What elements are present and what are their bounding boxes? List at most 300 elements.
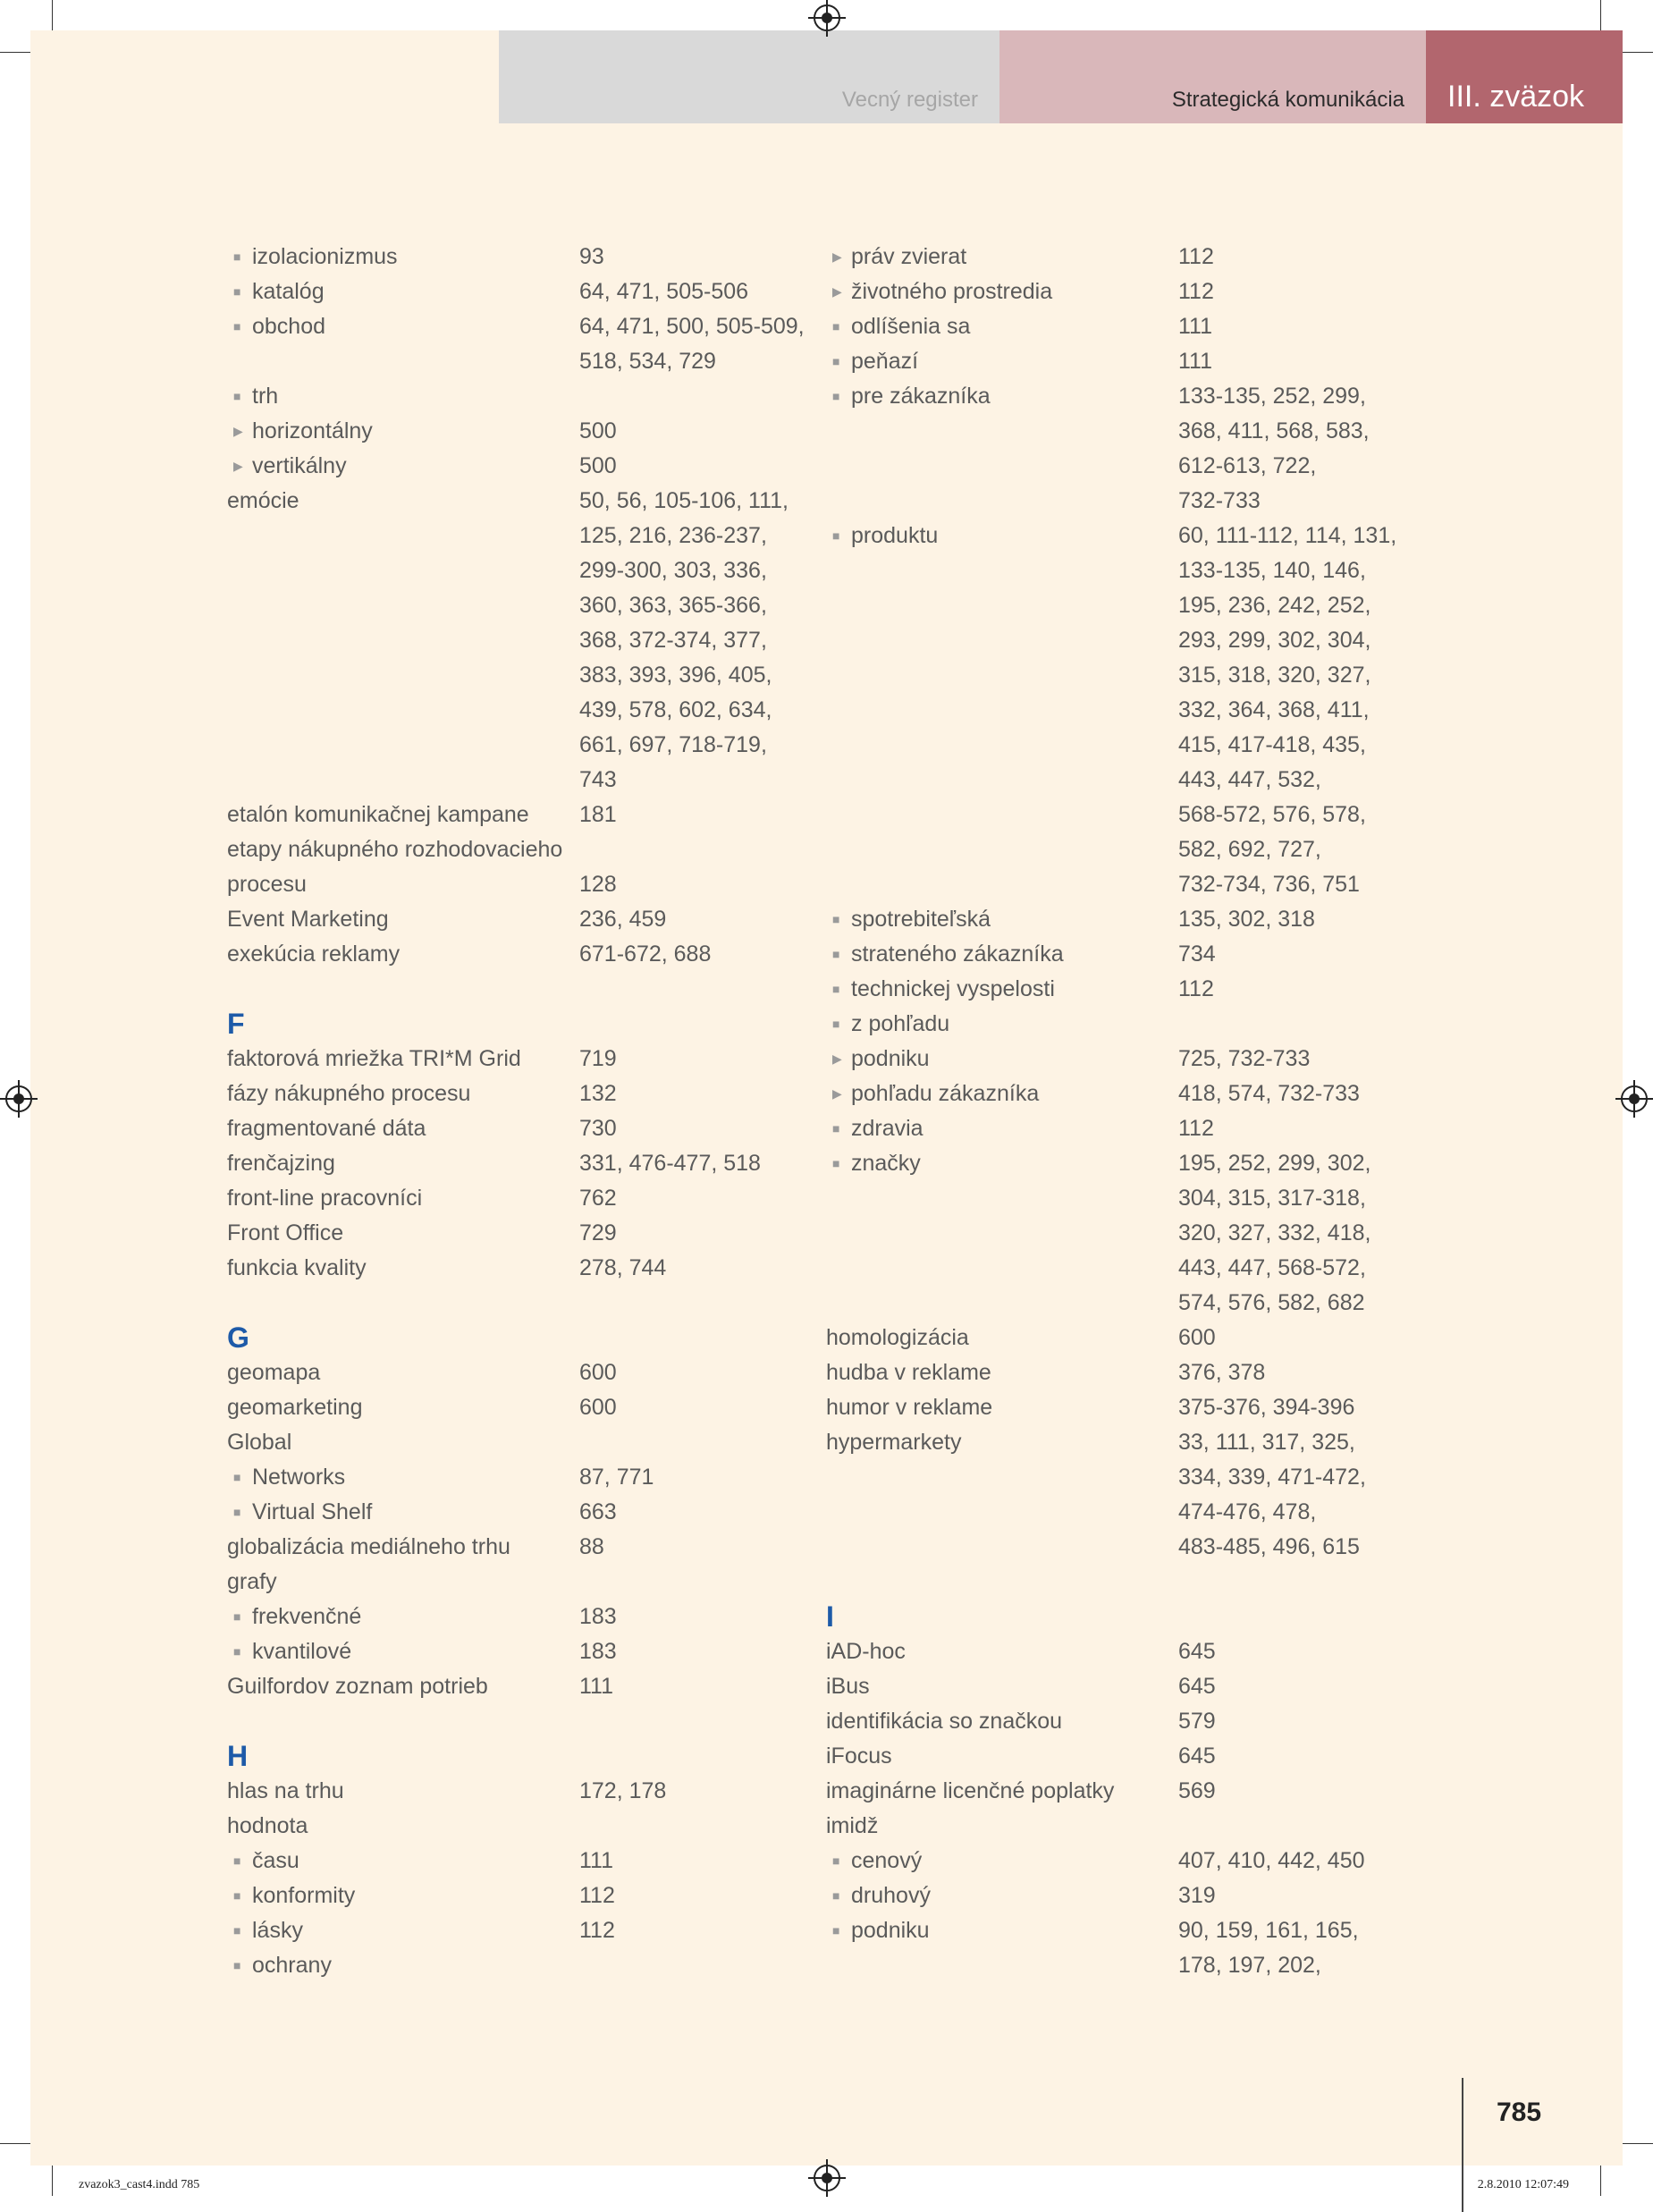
- page-number: 785: [1497, 2098, 1542, 2127]
- index-entry: [826, 623, 1434, 658]
- index-entry: [227, 658, 835, 693]
- index-entry: [826, 1007, 1434, 1042]
- index-page-refs: 612-613, 722,: [1178, 453, 1317, 478]
- square-bullet-icon: ■: [233, 1888, 241, 1903]
- section-gap: [227, 972, 835, 1007]
- index-page-refs: 320, 327, 332, 418,: [1178, 1220, 1371, 1245]
- index-term: imidž: [826, 1813, 879, 1838]
- index-page-refs: 645: [1178, 1639, 1216, 1664]
- index-page-refs: 112: [579, 1918, 615, 1943]
- index-entry: [227, 484, 835, 519]
- index-letter: I: [826, 1600, 834, 1633]
- index-page-refs: 474-476, 478,: [1178, 1499, 1317, 1524]
- index-page-refs: 236, 459: [579, 907, 667, 932]
- index-term: pre zákazníka: [851, 384, 991, 409]
- index-term: exekúcia reklamy: [227, 941, 401, 967]
- index-term: peňazí: [851, 349, 919, 374]
- index-term: etapy nákupného rozhodovacieho: [227, 837, 563, 862]
- index-entry: [826, 1809, 1434, 1844]
- index-page-refs: 600: [1178, 1325, 1216, 1350]
- index-letter-heading: [826, 1600, 1434, 1634]
- square-bullet-icon: ■: [233, 1505, 241, 1519]
- index-term: emócie: [227, 488, 299, 513]
- index-entry: [227, 1425, 835, 1460]
- square-bullet-icon: ■: [832, 319, 840, 333]
- index-entry: [227, 240, 835, 274]
- crop-mark: [52, 0, 53, 32]
- index-term: odlíšenia sa: [851, 314, 971, 339]
- index-term: homologizácia: [826, 1325, 969, 1350]
- index-entry: [826, 1076, 1434, 1111]
- index-entry: [826, 1111, 1434, 1146]
- index-entry: [826, 937, 1434, 972]
- index-page-refs: 568-572, 576, 578,: [1178, 802, 1366, 827]
- index-page-refs: 183: [579, 1639, 617, 1664]
- index-entry: [227, 1600, 835, 1634]
- registration-mark-icon: [814, 2165, 840, 2191]
- index-page-refs: 368, 411, 568, 583,: [1178, 418, 1370, 443]
- index-page-refs: 293, 299, 302, 304,: [1178, 628, 1371, 653]
- index-page-refs: 439, 578, 602, 634,: [579, 697, 772, 722]
- index-entry: [227, 1774, 835, 1809]
- index-entry: [227, 414, 835, 449]
- index-entry: [826, 1634, 1434, 1669]
- index-term: práv zvierat: [851, 244, 967, 269]
- index-page-refs: 60, 111-112, 114, 131,: [1178, 523, 1397, 548]
- index-term: imaginárne licenčné poplatky: [826, 1778, 1115, 1803]
- index-entry: [227, 519, 835, 553]
- index-page-refs: 375-376, 394-396: [1178, 1395, 1355, 1420]
- index-page-refs: 600: [579, 1395, 617, 1420]
- index-entry: [227, 449, 835, 484]
- square-bullet-icon: ■: [233, 1609, 241, 1624]
- registration-mark-icon: [1621, 1085, 1648, 1112]
- index-entry: [826, 1425, 1434, 1460]
- index-page-refs: 645: [1178, 1743, 1216, 1769]
- index-entry: [826, 728, 1434, 763]
- square-bullet-icon: ■: [233, 284, 241, 299]
- index-page-refs: 383, 393, 396, 405,: [579, 663, 772, 688]
- index-page-refs: 88: [579, 1534, 604, 1559]
- index-term: spotrebiteľská: [851, 907, 991, 932]
- index-column-right: [826, 240, 1434, 1983]
- index-page-refs: 332, 364, 368, 411,: [1178, 697, 1370, 722]
- index-page-refs: 443, 447, 532,: [1178, 767, 1321, 792]
- index-entry: [826, 484, 1434, 519]
- index-entry: [826, 798, 1434, 832]
- index-term: trh: [252, 384, 279, 409]
- index-page-refs: 368, 372-374, 377,: [579, 628, 767, 653]
- header-volume-band: [1426, 30, 1623, 123]
- square-bullet-icon: ■: [832, 1017, 840, 1031]
- index-entry: [826, 1739, 1434, 1774]
- index-page-refs: 111: [1178, 314, 1213, 339]
- square-bullet-icon: ■: [233, 1470, 241, 1484]
- square-bullet-icon: ■: [233, 1958, 241, 1972]
- index-entry: [826, 1913, 1434, 1948]
- index-entry: [227, 1146, 835, 1181]
- header-section-band: [499, 30, 999, 123]
- crop-mark: [0, 2143, 32, 2144]
- index-page-refs: 569: [1178, 1778, 1216, 1803]
- index-term: fragmentované dáta: [227, 1116, 426, 1141]
- registration-mark-icon: [814, 4, 840, 31]
- index-term: Virtual Shelf: [252, 1499, 373, 1524]
- index-page-refs: 732-734, 736, 751: [1178, 872, 1360, 897]
- index-term: hodnota: [227, 1813, 308, 1838]
- index-page-refs: 125, 216, 236-237,: [579, 523, 767, 548]
- index-term: etalón komunikačnej kampane: [227, 802, 529, 827]
- index-term: geomapa: [227, 1360, 321, 1385]
- index-term: hypermarkety: [826, 1430, 962, 1455]
- index-page-refs: 112: [1178, 1116, 1214, 1141]
- index-page-refs: 64, 471, 505-506: [579, 279, 749, 304]
- crop-mark: [1600, 0, 1601, 32]
- index-page-refs: 730: [579, 1116, 617, 1141]
- index-entry: [826, 1495, 1434, 1530]
- index-entry: [227, 867, 835, 902]
- index-term: Global: [227, 1430, 292, 1455]
- index-term: ochrany: [252, 1953, 332, 1978]
- index-term: produktu: [851, 523, 939, 548]
- crop-mark: [1600, 2164, 1601, 2196]
- square-bullet-icon: ■: [832, 1121, 840, 1136]
- index-entry: [826, 972, 1434, 1007]
- index-page-refs: 719: [579, 1046, 617, 1071]
- square-bullet-icon: ■: [832, 354, 840, 368]
- index-page-refs: 360, 363, 365-366,: [579, 593, 767, 618]
- index-letter-heading: [227, 1321, 835, 1355]
- index-page-refs: 645: [1178, 1674, 1216, 1699]
- index-entry: [227, 1634, 835, 1669]
- square-bullet-icon: ■: [233, 249, 241, 264]
- index-entry: [826, 1948, 1434, 1983]
- index-page-refs: 132: [579, 1081, 617, 1106]
- index-term: globalizácia mediálneho trhu: [227, 1534, 510, 1559]
- index-entry: [227, 1216, 835, 1251]
- index-page-refs: 90, 159, 161, 165,: [1178, 1918, 1359, 1943]
- index-column-left: [227, 240, 835, 1983]
- index-page-refs: 64, 471, 500, 505-509,: [579, 314, 805, 339]
- registration-mark-icon: [5, 1085, 32, 1112]
- index-page-refs: 334, 339, 471-472,: [1178, 1465, 1366, 1490]
- index-page-refs: 574, 576, 582, 682: [1178, 1290, 1365, 1315]
- triangle-bullet-icon: ▶: [233, 459, 243, 473]
- index-term: iAD-hoc: [826, 1639, 906, 1664]
- index-page-refs: 112: [1178, 976, 1214, 1001]
- index-page-refs: 743: [579, 767, 617, 792]
- index-page-refs: 483-485, 496, 615: [1178, 1534, 1360, 1559]
- index-page-refs: 415, 417-418, 435,: [1178, 732, 1366, 757]
- index-term: životného prostredia: [851, 279, 1053, 304]
- index-entry: [227, 309, 835, 344]
- index-term: strateného zákazníka: [851, 941, 1064, 967]
- index-entry: [826, 449, 1434, 484]
- index-page-refs: 93: [579, 244, 604, 269]
- index-term: času: [252, 1848, 299, 1873]
- index-page-refs: 319: [1178, 1883, 1216, 1908]
- index-entry: [227, 588, 835, 623]
- index-term: značky: [851, 1151, 921, 1176]
- index-page-refs: 376, 378: [1178, 1360, 1266, 1385]
- index-entry: [826, 414, 1434, 449]
- index-entry: [227, 763, 835, 798]
- index-entry: [227, 1948, 835, 1983]
- index-term: Guilfordov zoznam potrieb: [227, 1674, 488, 1699]
- index-entry: [826, 1390, 1434, 1425]
- index-entry: [227, 1181, 835, 1216]
- index-letter: F: [227, 1008, 245, 1040]
- index-entry: [227, 1111, 835, 1146]
- index-entry: [826, 1530, 1434, 1565]
- index-page-refs: 133-135, 140, 146,: [1178, 558, 1366, 583]
- index-page-refs: 304, 315, 317-318,: [1178, 1186, 1366, 1211]
- index-page-refs: 443, 447, 568-572,: [1178, 1255, 1366, 1280]
- index-entry: [826, 1181, 1434, 1216]
- index-entry: [227, 274, 835, 309]
- section-gap: [227, 1704, 835, 1739]
- index-page-refs: 500: [579, 418, 617, 443]
- index-entry: [227, 937, 835, 972]
- header-title: Strategická komunikácia: [1171, 88, 1404, 112]
- index-term: frekvenčné: [252, 1604, 362, 1629]
- index-page-refs: 732-733: [1178, 488, 1261, 513]
- index-page-refs: 33, 111, 317, 325,: [1178, 1430, 1355, 1455]
- index-page-refs: 178, 197, 202,: [1178, 1953, 1321, 1978]
- square-bullet-icon: ■: [832, 1923, 840, 1938]
- index-term: Front Office: [227, 1220, 344, 1245]
- square-bullet-icon: ■: [233, 1923, 241, 1938]
- index-term: lásky: [252, 1918, 303, 1943]
- index-term: zdravia: [851, 1116, 923, 1141]
- index-page-refs: 762: [579, 1186, 617, 1211]
- index-term: z pohľadu: [851, 1011, 950, 1036]
- index-term: izolacionizmus: [252, 244, 398, 269]
- index-entry: [826, 519, 1434, 553]
- index-page-refs: 135, 302, 318: [1178, 907, 1315, 932]
- index-entry: [227, 1042, 835, 1076]
- index-term: faktorová mriežka TRI*M Grid: [227, 1046, 521, 1071]
- index-entry: [826, 1042, 1434, 1076]
- index-term: kvantilové: [252, 1639, 352, 1664]
- section-gap: [227, 1286, 835, 1321]
- index-term: cenový: [851, 1848, 923, 1873]
- index-page-refs: 181: [579, 802, 617, 827]
- index-page-refs: 112: [579, 1883, 615, 1908]
- square-bullet-icon: ■: [233, 1644, 241, 1659]
- index-term: front-line pracovníci: [227, 1186, 423, 1211]
- square-bullet-icon: ■: [832, 1853, 840, 1868]
- index-page-refs: 579: [1178, 1709, 1216, 1734]
- index-term: fázy nákupného procesu: [227, 1081, 471, 1106]
- index-entry: [227, 1355, 835, 1390]
- index-term: hlas na trhu: [227, 1778, 344, 1803]
- index-page-refs: 133-135, 252, 299,: [1178, 384, 1366, 409]
- index-entry: [826, 1216, 1434, 1251]
- index-entry: [826, 309, 1434, 344]
- index-page-refs: 418, 574, 732-733: [1178, 1081, 1360, 1106]
- index-entry: [227, 728, 835, 763]
- index-page-refs: 725, 732-733: [1178, 1046, 1311, 1071]
- index-entry: [227, 1530, 835, 1565]
- index-page-refs: 128: [579, 872, 617, 897]
- index-term: druhový: [851, 1883, 931, 1908]
- index-page-refs: 183: [579, 1604, 617, 1629]
- index-entry: [826, 1321, 1434, 1355]
- index-page-refs: 661, 697, 718-719,: [579, 732, 767, 757]
- index-page-refs: 600: [579, 1360, 617, 1385]
- index-page-refs: 111: [579, 1674, 614, 1699]
- header-section-label: Vecný register: [841, 88, 978, 112]
- index-entry: [826, 240, 1434, 274]
- triangle-bullet-icon: ▶: [832, 1086, 842, 1101]
- index-entry: [826, 1460, 1434, 1495]
- index-entry: [227, 1879, 835, 1913]
- index-term: katalóg: [252, 279, 325, 304]
- index-entry: [826, 1774, 1434, 1809]
- index-term: konformity: [252, 1883, 356, 1908]
- index-letter-heading: [227, 1739, 835, 1774]
- index-page-refs: 671-672, 688: [579, 941, 712, 967]
- index-entry: [826, 274, 1434, 309]
- index-page-refs: 331, 476-477, 518: [579, 1151, 761, 1176]
- square-bullet-icon: ■: [832, 1156, 840, 1170]
- index-term: podniku: [851, 1046, 930, 1071]
- index-page-refs: 112: [1178, 279, 1214, 304]
- index-letter: G: [227, 1321, 249, 1354]
- crop-mark: [52, 2164, 53, 2196]
- index-page-refs: 582, 692, 727,: [1178, 837, 1321, 862]
- section-gap: [826, 1565, 1434, 1600]
- index-entry: [227, 1460, 835, 1495]
- slug-date: 2.8.2010 12:07:49: [1477, 2178, 1569, 2191]
- index-term: identifikácia so značkou: [826, 1709, 1063, 1734]
- index-term: procesu: [227, 872, 307, 897]
- index-entry: [826, 1251, 1434, 1286]
- slug-file: zvazok3_cast4.indd 785: [79, 2178, 200, 2191]
- index-term: funkcia kvality: [227, 1255, 367, 1280]
- index-page-refs: 315, 318, 320, 327,: [1178, 663, 1371, 688]
- index-page-refs: 407, 410, 442, 450: [1178, 1848, 1365, 1873]
- footer-divider: [1462, 2078, 1463, 2212]
- square-bullet-icon: ■: [832, 389, 840, 403]
- index-page-refs: 734: [1178, 941, 1216, 967]
- index-term: Event Marketing: [227, 907, 389, 932]
- triangle-bullet-icon: ▶: [832, 284, 842, 299]
- index-entry: [826, 344, 1434, 379]
- index-term: obchod: [252, 314, 326, 339]
- index-entry: [826, 553, 1434, 588]
- index-entry: [227, 1565, 835, 1600]
- index-term: frenčajzing: [227, 1151, 335, 1176]
- triangle-bullet-icon: ▶: [233, 424, 243, 438]
- index-page-refs: 195, 252, 299, 302,: [1178, 1151, 1371, 1176]
- square-bullet-icon: ■: [832, 1888, 840, 1903]
- index-entry: [826, 588, 1434, 623]
- index-term: horizontálny: [252, 418, 373, 443]
- index-page-refs: 278, 744: [579, 1255, 667, 1280]
- index-entry: [826, 1286, 1434, 1321]
- index-term: humor v reklame: [826, 1395, 993, 1420]
- index-term: hudba v reklame: [826, 1360, 991, 1385]
- index-entry: [227, 1495, 835, 1530]
- index-entry: [826, 379, 1434, 414]
- index-page-refs: 299-300, 303, 336,: [579, 558, 767, 583]
- header-volume: III. zväzok: [1447, 80, 1585, 114]
- index-entry: [826, 902, 1434, 937]
- square-bullet-icon: ■: [233, 319, 241, 333]
- index-term: grafy: [227, 1569, 277, 1594]
- index-entry: [227, 1844, 835, 1879]
- index-entry: [227, 1809, 835, 1844]
- index-entry: [227, 1076, 835, 1111]
- index-entry: [826, 832, 1434, 867]
- crop-mark: [0, 52, 32, 53]
- square-bullet-icon: ■: [233, 1853, 241, 1868]
- index-page-refs: 111: [1178, 349, 1213, 374]
- header-title-band: [999, 30, 1426, 123]
- index-entry: [227, 1913, 835, 1948]
- index-term: Networks: [252, 1465, 346, 1490]
- square-bullet-icon: ■: [832, 947, 840, 961]
- index-entry: [227, 1390, 835, 1425]
- index-entry: [227, 798, 835, 832]
- index-entry: [826, 693, 1434, 728]
- square-bullet-icon: ■: [832, 982, 840, 996]
- index-page-refs: 195, 236, 242, 252,: [1178, 593, 1371, 618]
- index-entry: [826, 1844, 1434, 1879]
- index-term: podniku: [851, 1918, 930, 1943]
- index-page-refs: 729: [579, 1220, 617, 1245]
- triangle-bullet-icon: ▶: [832, 249, 842, 264]
- index-page-refs: 518, 534, 729: [579, 349, 716, 374]
- index-entry: [826, 1355, 1434, 1390]
- index-page-refs: 172, 178: [579, 1778, 667, 1803]
- index-letter: H: [227, 1740, 249, 1772]
- index-entry: [227, 1251, 835, 1286]
- index-entry: [227, 832, 835, 867]
- index-entry: [227, 379, 835, 414]
- index-entry: [227, 1669, 835, 1704]
- index-entry: [826, 763, 1434, 798]
- square-bullet-icon: ■: [832, 912, 840, 926]
- index-term: vertikálny: [252, 453, 347, 478]
- index-term: geomarketing: [227, 1395, 363, 1420]
- index-page-refs: 50, 56, 105-106, 111,: [579, 488, 789, 513]
- index-entry: [826, 1879, 1434, 1913]
- index-term: pohľadu zákazníka: [851, 1081, 1040, 1106]
- square-bullet-icon: ■: [832, 528, 840, 543]
- index-term: technickej vyspelosti: [851, 976, 1055, 1001]
- crop-mark: [1621, 52, 1653, 53]
- index-entry: [227, 344, 835, 379]
- index-page-refs: 111: [579, 1848, 614, 1873]
- square-bullet-icon: ■: [233, 389, 241, 403]
- triangle-bullet-icon: ▶: [832, 1051, 842, 1066]
- index-term: iBus: [826, 1674, 870, 1699]
- index-term: iFocus: [826, 1743, 892, 1769]
- index-entry: [227, 623, 835, 658]
- index-entry: [227, 902, 835, 937]
- index-entry: [826, 658, 1434, 693]
- index-page-refs: 663: [579, 1499, 617, 1524]
- index-entry: [826, 867, 1434, 902]
- index-page: [30, 30, 1623, 2166]
- crop-mark: [1621, 2143, 1653, 2144]
- index-page-refs: 112: [1178, 244, 1214, 269]
- index-entry: [227, 693, 835, 728]
- index-entry: [826, 1669, 1434, 1704]
